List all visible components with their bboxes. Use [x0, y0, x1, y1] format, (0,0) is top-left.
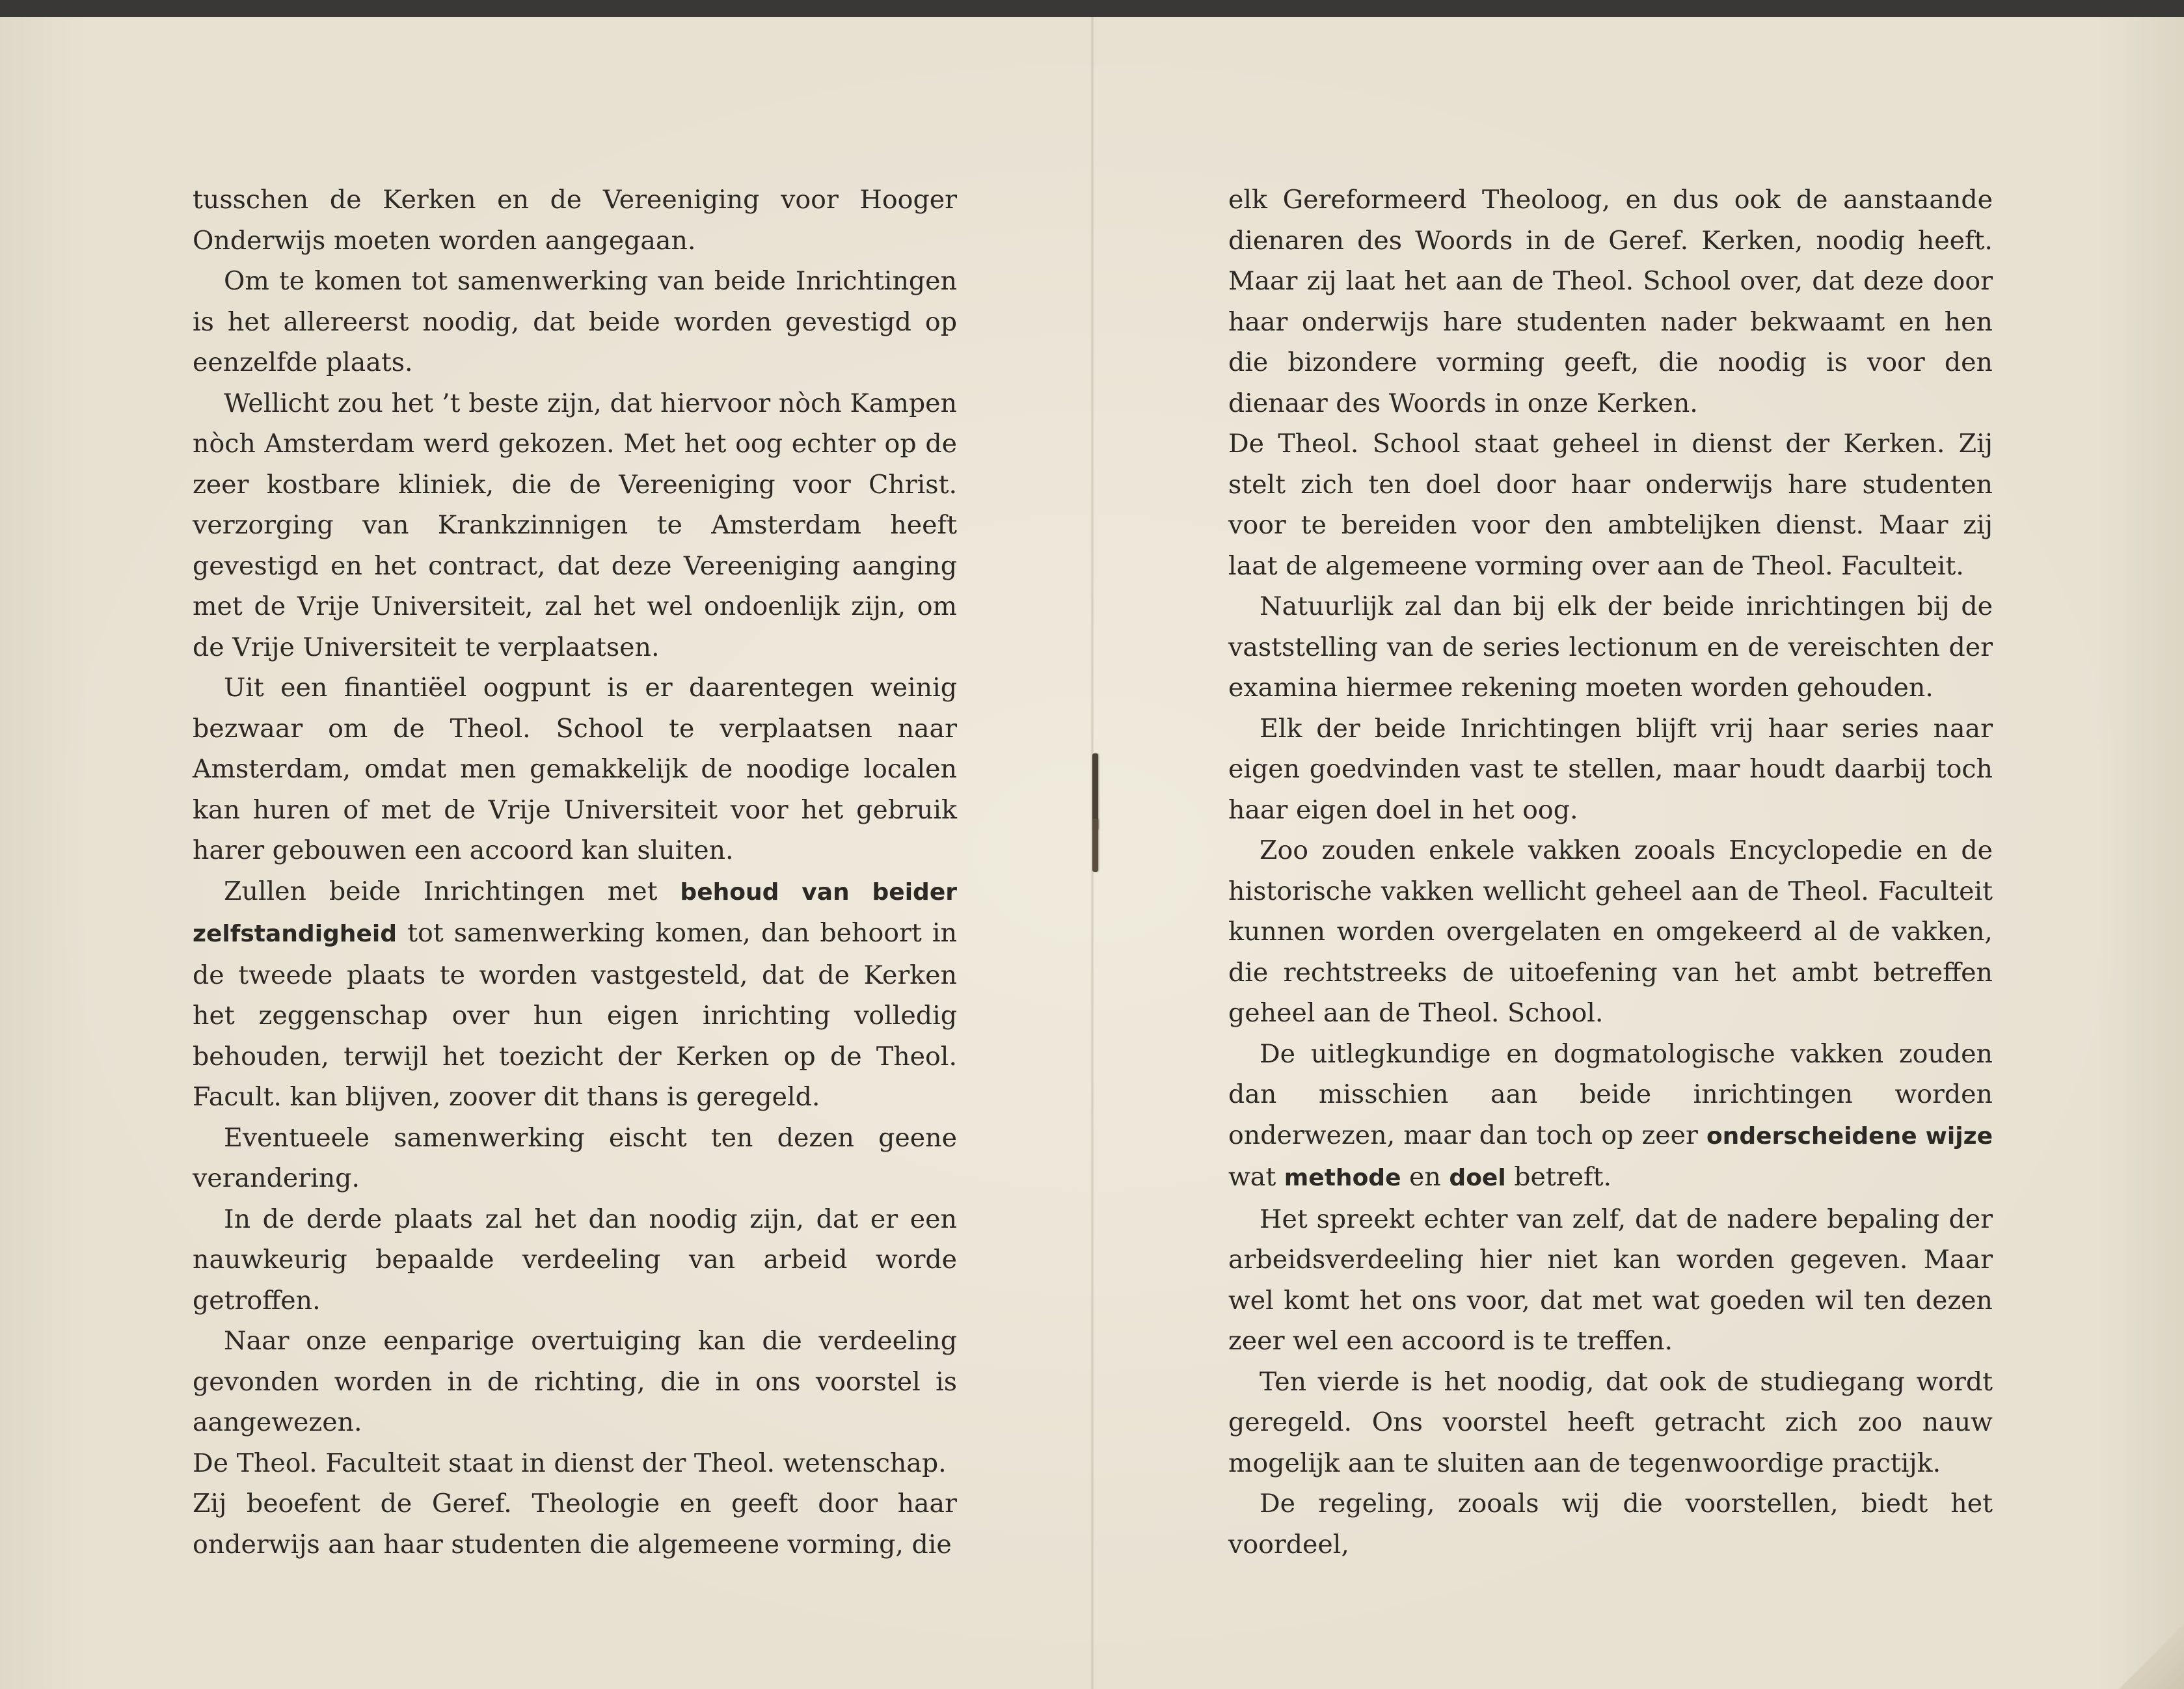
right-page-text [1228, 180, 1993, 1565]
left-paragraph-7: In de derde plaats zal het dan noodig zijn, dat er een nauwkeurig bepaalde verdeeling van arbeid worde getroffen. [193, 1204, 957, 1316]
staple-bottom [1092, 818, 1098, 872]
right-paragraph-6-text-c: en [1401, 1162, 1449, 1192]
right-paragraph-8: Ten vierde is het noodig, dat ook de studiegang wordt geregeld. Ons voorstel heeft getracht zich zoo nauw mogelijk aan te sluiten aan de tegenwoordige practijk. [1228, 1366, 1993, 1478]
left-paragraph-9: De Theol. Faculteit staat in dienst der Theol. wetenschap. [193, 1448, 947, 1478]
right-paragraph-3: Natuurlijk zal dan bij elk der beide inrichtingen bij de vaststelling van de series lectionum en de vereischten der examina hiermee rekening moeten worden gehouden. [1228, 591, 1993, 703]
right-paragraph-1: elk Gereformeerd Theoloog, en dus ook de aanstaande dienaren des Woords in de Geref. Kerken, noodig heeft. Maar zij laat het aan de Theol. School over, dat deze door haar onderwijs hare studenten nader bekwaamt en hen die bizondere vorming geeft, die noodig is voor den dienaar des Woords in onze Kerken. [1228, 185, 1993, 418]
right-paragraph-9: De regeling, zooals wij die voorstellen, biedt het voordeel, [1228, 1489, 1993, 1560]
right-paragraph-6-emphasis-2: methode [1284, 1165, 1401, 1191]
left-paragraph-6: Eventueele samenwerking eischt ten dezen geene verandering. [193, 1122, 957, 1193]
left-paragraph-3: Wellicht zou het ’t beste zijn, dat hiervoor nòch Kampen nòch Amsterdam werd gekozen. Met het oog echter op de zeer kostbare kliniek, die de Vereeniging voor Christ. verzorging van Krankzinnigen te Amsterdam heeft gevestigd en het contract, dat deze Vereeniging aanging met de Vrije Universiteit, zal het wel ondoenlijk zijn, om de Vrije Universiteit te verplaatsen. [193, 388, 957, 662]
left-paragraph-2: Om te komen tot samenwerking van beide Inrichtingen is het allereerst noodig, dat beide worden gevestigd op eenzelfde plaats. [193, 266, 957, 377]
right-paragraph-2: De Theol. School staat geheel in dienst der Kerken. Zij stelt zich ten doel door haar onderwijs hare studenten voor te bereiden voor den ambtelijken dienst. Maar zij laat de algemeene vorming over aan de Theol. Faculteit. [1228, 429, 1993, 581]
scanned-document-spread [0, 17, 2184, 1689]
left-paragraph-5-text-a: Zullen beide Inrichtingen met [224, 876, 681, 906]
right-paragraph-6-text-d: betreft. [1505, 1162, 1612, 1192]
left-page-text [193, 180, 957, 1565]
right-paragraph-5: Zoo zouden enkele vakken zooals Encyclopedie en de historische vakken wellicht geheel aan de Theol. Faculteit kunnen worden overgelaten en omgekeerd al de vakken, die rechtstreeks de uitoefening van het ambt betreffen geheel aan de Theol. School. [1228, 835, 1993, 1028]
left-paragraph-10: Zij beoefent de Geref. Theologie en geeft door haar onderwijs aan haar studenten die algemeene vorming, die [193, 1489, 957, 1560]
right-paragraph-4: Elk der beide Inrichtingen blijft vrij haar series naar eigen goedvinden vast te stellen, maar houdt daarbij toch haar eigen doel in het oog. [1228, 713, 1993, 825]
left-paragraph-5 [193, 871, 957, 1118]
right-paragraph-6-text-a: De uitlegkundige en dogmatologische vakken zouden dan misschien aan beide inrichtingen worden onderwezen, maar dan toch op zeer [1228, 1038, 1993, 1150]
left-paragraph-5-text-b: tot samenwerking komen, dan behoort in de tweede plaats te worden vastgesteld, dat de Kerken het zeggenschap over hun eigen inrichting volledig behouden, terwijl het toezicht der Kerken op de Theol. Facult. kan blijven, zoover dit thans is geregeld. [193, 918, 957, 1112]
right-paragraph-6-text-b: wat [1228, 1162, 1284, 1192]
right-paragraph-7: Het spreekt echter van zelf, dat de nadere bepaling der arbeidsverdeeling hier niet kan worden gegeven. Maar wel komt het ons voor, dat met wat goeden wil ten dezen zeer wel een accoord is te treffen. [1228, 1204, 1993, 1356]
left-paragraph-4: Uit een finantiëel oogpunt is er daarentegen weinig bezwaar om de Theol. School te verplaatsen naar Amsterdam, omdat men gemakkelijk de noodige localen kan huren of met de Vrije Universiteit voor het gebruik harer gebouwen een accoord kan sluiten. [193, 673, 957, 865]
right-paragraph-6-emphasis-3: doel [1449, 1165, 1506, 1191]
left-paragraph-1: tusschen de Kerken en de Vereeniging voor Hooger Onderwijs moeten worden aangegaan. [193, 185, 957, 256]
left-paragraph-5-emphasis: behoud van beider zelfstandigheid [193, 878, 957, 947]
right-paragraph-6-emphasis-1: onderscheidene wijze [1706, 1122, 1993, 1150]
left-paragraph-8: Naar onze eenparige overtuiging kan die verdeeling gevonden worden in de richting, die in ons voorstel is aangewezen. [193, 1326, 957, 1437]
right-paragraph-6 [1228, 1034, 1993, 1199]
page-corner-fold [2112, 1617, 2184, 1689]
